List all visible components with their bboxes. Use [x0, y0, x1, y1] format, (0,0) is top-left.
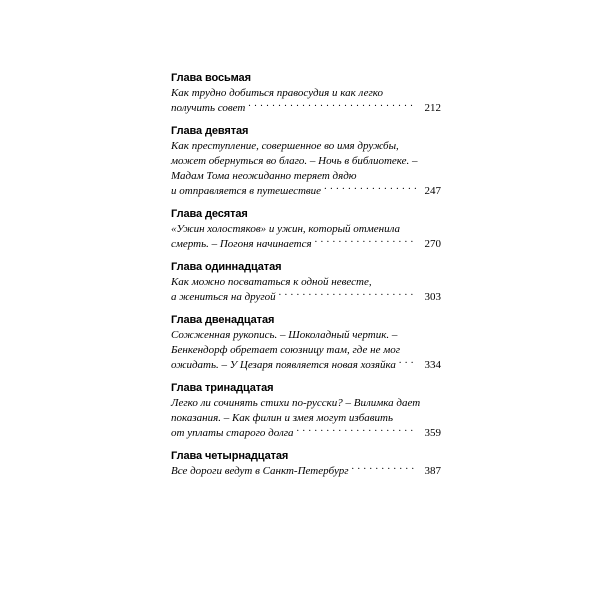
chapter-final-line: [171, 237, 441, 252]
chapter-title: Глава девятая: [171, 125, 249, 137]
chapter-description-line: «Ужин холостяков» и ужин, который отменила: [171, 223, 401, 235]
toc-entry-chapter-11: [171, 260, 441, 305]
chapter-description-line: а жениться на другой: [171, 291, 276, 303]
page-number: 270: [424, 238, 441, 250]
chapter-description-line: Все дороги ведут в Санкт-Петербург: [171, 465, 349, 477]
page-number: 334: [424, 359, 441, 371]
chapter-description-line: Как трудно добиться правосудия и как легко: [171, 87, 383, 99]
toc-entry-chapter-12: [171, 313, 441, 373]
chapter-description-line: получить совет: [171, 102, 246, 114]
chapter-title: Глава восьмая: [171, 72, 251, 84]
toc-entry-chapter-13: [171, 381, 441, 441]
chapter-final-line: [171, 184, 441, 199]
chapter-title: Глава четырнадцатая: [171, 450, 289, 462]
chapter-final-line: [171, 426, 441, 441]
chapter-title: Глава двенадцатая: [171, 314, 275, 326]
chapter-title: Глава тринадцатая: [171, 382, 274, 394]
chapter-final-line: [171, 464, 441, 479]
chapter-description-line: Бенкендорф обретает союзницу там, где не мог: [171, 344, 401, 356]
chapter-description-line: Как можно посвататься к одной невесте,: [171, 276, 372, 288]
chapter-description-line: Как преступление, совершенное во имя дружбы,: [171, 140, 399, 152]
toc-entry-chapter-14: [171, 449, 441, 479]
toc-entry-chapter-10: [171, 207, 441, 252]
dot-leader: [399, 358, 416, 368]
chapter-final-line: [171, 358, 441, 373]
chapter-title: Глава десятая: [171, 208, 248, 220]
dot-leader: [315, 237, 416, 247]
table-of-contents: [171, 71, 441, 487]
chapter-final-line: [171, 101, 441, 116]
page-number: 212: [424, 102, 441, 114]
chapter-description-line: Легко ли сочинять стихи по-русски? – Вилимка дает: [171, 397, 421, 409]
page-number: 387: [424, 465, 441, 477]
chapter-description-line: может обернуться во благо. – Ночь в библиотеке. –: [171, 155, 418, 167]
dot-leader: [297, 426, 416, 436]
chapter-description-line: ожидать. – У Цезаря появляется новая хозяйка: [171, 359, 396, 371]
page-number: 359: [424, 427, 441, 439]
dot-leader: [279, 290, 416, 300]
chapter-description-line: смерть. – Погоня начинается: [171, 238, 312, 250]
chapter-description-line: и отправляется в путешествие: [171, 185, 322, 197]
toc-entry-chapter-9: [171, 124, 441, 199]
dot-leader: [352, 464, 417, 474]
dot-leader: [324, 184, 416, 194]
chapter-title: Глава одиннадцатая: [171, 261, 282, 273]
chapter-description-line: показания. – Как филин и змея могут избавить: [171, 412, 393, 424]
dot-leader: [248, 101, 416, 111]
chapter-final-line: [171, 290, 441, 305]
page-number: 303: [424, 291, 441, 303]
toc-entry-chapter-8: [171, 71, 441, 116]
chapter-description-line: от уплаты старого долга: [171, 427, 294, 439]
chapter-description-line: Мадам Тома неожиданно теряет дядю: [171, 170, 357, 182]
page-number: 247: [424, 185, 441, 197]
chapter-description-line: Сожженная рукопись. – Шоколадный чертик. –: [171, 329, 398, 341]
